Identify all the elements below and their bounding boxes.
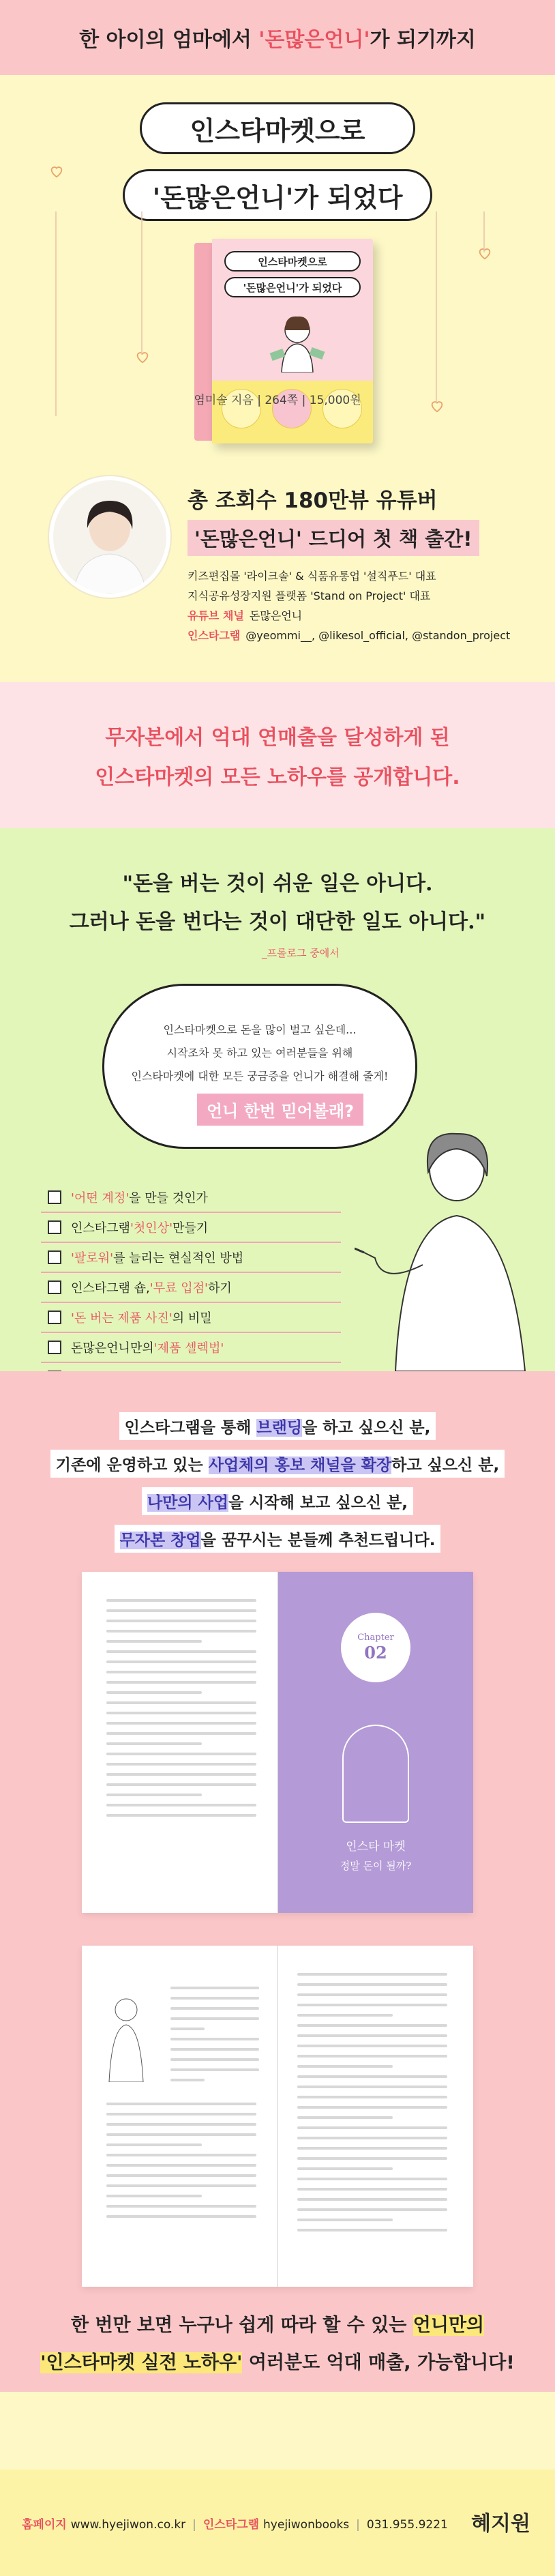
hero-title-1: 인스타마켓으로 [140, 102, 415, 154]
statement-section [0, 682, 555, 828]
text-line [106, 1804, 256, 1806]
recommend-line: 기존에 운영하고 있는 사업체의 홍보 채널을 확장하고 싶으신 분, [50, 1450, 505, 1478]
text-line [106, 2205, 256, 2208]
author-headline: 총 조회수 180만뷰 유튜버 [188, 488, 438, 513]
author-photo-icon [53, 480, 166, 594]
text-line [297, 2147, 447, 2150]
text-line [170, 2068, 259, 2071]
text-line [297, 1983, 447, 1986]
book-cover [194, 239, 373, 443]
checklist-item: '어떤 계정' 을 만들 것인가 [41, 1183, 341, 1213]
phone-number: 031.955.9221 [366, 2517, 448, 2532]
book-title-1: 인스타마켓으로 [224, 251, 361, 272]
text-line [106, 2103, 256, 2105]
checklist-item: 돈많은언니만의 '제품 셀렉법' [41, 1333, 341, 1363]
recommend-line: 인스타그램을 통해 브랜딩을 하고 싶으신 분, [119, 1412, 436, 1440]
recommend-line: 나만의 사업을 시작해 보고 싶으신 분, [142, 1487, 413, 1515]
text-line [106, 1691, 202, 1694]
text-line [297, 2116, 393, 2119]
text-line [106, 2195, 202, 2197]
checklist-item: '팔로워' 를 늘리는 현실적인 방법 [41, 1243, 341, 1273]
book-preview-spread [82, 1946, 473, 2287]
checklist-item: 인스타그램 숍, '무료 입점' 하기 [41, 1273, 341, 1303]
text-line [106, 1640, 202, 1643]
book-title-2: '돈많은언니'가 되었다 [224, 277, 361, 297]
text-line [106, 1609, 256, 1612]
bubble-line: 시작조차 못 하고 있는 여러분들을 위해 [166, 1046, 353, 1059]
text-line [170, 1997, 259, 2000]
text-line [297, 2045, 447, 2047]
text-line [106, 2113, 256, 2116]
checkbox-icon [48, 1190, 61, 1204]
book-preview-spread [82, 1572, 473, 1913]
publisher-logo: 혜지원 [471, 2512, 530, 2536]
text-line [106, 1742, 202, 1745]
text-line [106, 2123, 256, 2126]
text-line [297, 2137, 447, 2139]
chapter-badge: Chapter 02 [341, 1613, 410, 1682]
chapter-subtitle: 정말 돈이 될까? [340, 1860, 412, 1872]
text-line [297, 2085, 447, 2088]
bubble-line: 인스타마켓으로 돈을 많이 벌고 싶은데... [163, 1023, 357, 1036]
author-instagram: 인스타그램 @yeommi__, @likesol_official, @standon_project [188, 629, 511, 642]
text-line [297, 1993, 447, 1996]
text-line [297, 2219, 393, 2221]
text-line [170, 2038, 259, 2040]
author-avatar [49, 476, 170, 598]
text-line [106, 1783, 256, 1786]
text-line [297, 2014, 393, 2017]
quote-section [0, 828, 555, 1371]
text-line [170, 2079, 205, 2081]
text-line [106, 2184, 256, 2187]
text-line [106, 2154, 256, 2156]
banner-prefix: 한 아이의 엄마에서 [79, 28, 259, 52]
checkbox-icon [48, 1311, 61, 1324]
text-line [297, 2096, 447, 2098]
illustration-woman-icon [355, 1122, 545, 1371]
recommend-line: 무자본 창업을 꿈꾸시는 분들께 추천드립니다. [115, 1525, 441, 1553]
text-line [170, 2058, 259, 2061]
closing-text [0, 2310, 555, 2374]
text-line [297, 2126, 447, 2129]
footer [0, 2470, 555, 2576]
checklist [41, 1183, 341, 1393]
text-line [106, 1814, 256, 1817]
heart-icon [49, 164, 64, 179]
text-line [297, 2004, 447, 2006]
author-youtube: 유튜브 채널 돈많은언니 [188, 609, 303, 622]
footer-info: 홈페이지 www.hyejiwon.co.kr | 인스타그램 hyejiwonbooks | 031.955.9221 [22, 2517, 448, 2532]
book-front [212, 239, 373, 443]
author-subheadline: '돈많은언니' 드디어 첫 책 출간! [188, 520, 479, 556]
text-line [106, 2164, 256, 2167]
text-line [297, 1973, 447, 1976]
text-line [106, 1732, 256, 1735]
author-role: 지식공유성장지원 플랫폼 'Stand on Project' 대표 [188, 589, 431, 602]
banner-highlight: '돈많은언니' [258, 28, 370, 52]
text-line [297, 2024, 447, 2027]
chapter-arch [342, 1725, 409, 1823]
text-line [106, 1701, 256, 1704]
illustration-figure-icon [95, 1993, 157, 2082]
banner-text [79, 23, 476, 53]
text-line [106, 2174, 256, 2177]
text-line [170, 2007, 259, 2010]
text-line [106, 1722, 256, 1725]
recommend-section [0, 1371, 555, 2392]
author-profile [188, 566, 510, 645]
text-line [297, 2208, 447, 2211]
text-line [106, 1753, 256, 1755]
text-line [106, 1620, 256, 1622]
text-line [297, 2198, 447, 2201]
text-line [297, 2178, 447, 2180]
checklist-item: '돈 버는 제품 사진' 의 비밀 [41, 1303, 341, 1333]
text-line [106, 1599, 256, 1602]
chapter-title: 인스타 마켓 [346, 1840, 406, 1854]
text-line [106, 1650, 256, 1653]
text-line [106, 1712, 256, 1714]
text-line [106, 1630, 256, 1633]
text-line [106, 1681, 256, 1684]
text-line [297, 2075, 447, 2078]
statement-line: 인스타마켓의 모든 노하우를 공개합니다. [95, 765, 460, 789]
text-line [170, 2028, 205, 2030]
text-line [297, 2229, 447, 2231]
homepage-link[interactable]: www.hyejiwon.co.kr [70, 2517, 186, 2532]
quote-line: 그러나 돈을 번다는 것이 대단한 일도 아니다." [69, 910, 486, 934]
checklist-item: 인스타그램 '첫인상' 만들기 [41, 1213, 341, 1243]
text-line [297, 2106, 447, 2109]
bubble-highlight: 언니 한번 믿어볼래? [197, 1094, 363, 1126]
book-meta: 염미솔 지음 | 264쪽 | 15,000원 [194, 394, 361, 407]
text-line [106, 1671, 256, 1673]
text-line [297, 2034, 447, 2037]
text-line [297, 2055, 447, 2058]
quote-source: _프롤로그 중에서 [262, 947, 340, 959]
text-line [170, 2017, 259, 2020]
checkbox-icon [48, 1250, 61, 1264]
text-line [297, 2188, 447, 2191]
top-banner [0, 0, 555, 75]
author-section [0, 457, 555, 682]
text-line [106, 1660, 256, 1663]
checkbox-icon [48, 1220, 61, 1234]
banner-suffix: 가 되기까지 [370, 28, 476, 52]
closing-line: '인스타마켓 실전 노하우' 여러분도 억대 매출, 가능합니다! [40, 2352, 515, 2373]
bubble-line: 인스타마켓에 대한 모든 궁금증을 언니가 해결해 줄게! [131, 1070, 389, 1083]
text-line [170, 2048, 259, 2051]
checkbox-icon [48, 1341, 61, 1354]
author-role: 키즈편집몰 '라이크솔' & 식품유통업 '설직푸드' 대표 [188, 570, 436, 583]
text-line [297, 2065, 393, 2068]
illustration-girl-icon [267, 310, 328, 372]
recommend-lines [0, 1412, 555, 1553]
instagram-link[interactable]: hyejiwonbooks [263, 2517, 350, 2532]
checkbox-icon [48, 1280, 61, 1294]
closing-line: 한 번만 보면 누구나 쉽게 따라 할 수 있는 언니만의 [70, 2315, 485, 2336]
quote-line: "돈을 버는 것이 쉬운 일은 아니다. [122, 872, 433, 896]
text-line [106, 1794, 202, 1796]
text-line [170, 1987, 259, 1989]
text-line [106, 2215, 256, 2218]
statement-line: 무자본에서 억대 연매출을 달성하게 된 [105, 726, 450, 750]
text-line [106, 1773, 256, 1776]
book-spine [194, 243, 213, 441]
hero-title-2: '돈많은언니'가 되었다 [123, 169, 432, 221]
text-line [106, 1763, 256, 1766]
text-line [297, 2167, 393, 2170]
text-line [106, 2143, 202, 2146]
text-line [297, 2157, 447, 2160]
text-line [106, 2133, 256, 2136]
